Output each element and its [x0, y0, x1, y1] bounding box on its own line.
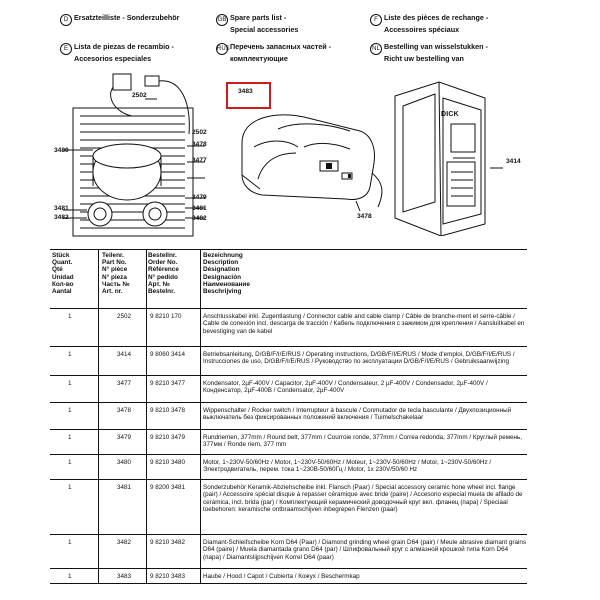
callout-3479: 3479 — [192, 194, 207, 201]
table-row: 1 3480 9 8210 3480 Motor, 1~230V-50/60Hz / Motor, 1~230V-50/60Hz / Moteur, 1~230V-50/60Hz / Motor, 1~230V-50/60Hz / Электродвигатель, перем. тока 1~230В-50/60Гц / Motor, 1x 230V/50/60 Hz — [50, 455, 527, 480]
lang-gb: GB Spare parts list - Special accessories — [217, 13, 299, 34]
lang-ru: RUSПеречень запасных частей - комплектующие — [217, 42, 332, 63]
table-row: 1 3478 9 8210 3478 Wippenschalter / Rocker switch / Interrupteur à bascule / Conmutador de tecla basculante / Двухпозиционный выключатель без фиксированных положений включения / Tuimelschakelaar — [50, 403, 527, 430]
lang-de: D Ersatzteilliste - Sonderzubehör — [60, 14, 179, 26]
header-order: Bestellnr. Order No. Référence N° pedido Арт. № Bestelnr. — [148, 252, 179, 296]
callout-3482-left: 3482 — [54, 214, 69, 221]
callout-3478-center: 3478 — [357, 213, 372, 220]
callout-3481-right: 3481 — [192, 205, 207, 212]
table-row: 1 3479 9 8210 3479 Rundriemen, 377mm / Round belt, 377mm / Courroie ronde, 377mm / Correa redonda, 377mm / Круглый ремень, 377мм / Ronde riem, 377 mm — [50, 430, 527, 455]
callout-3481-left: 3481 — [54, 205, 69, 212]
table-row: 1 3477 9 8210 3477 Kondensator, 2µF-400V / Capacitor, 2µF-400V / Condensateur, 2 µF-400V / Condensador, 2µF-400V / Конденсатор, 2µF-400В / Condensator, 2µF-400V — [50, 376, 527, 403]
table-row: 1 3482 9 8210 3482 Diamant-Schleifscheibe Korn D64 (Paar) / Diamond grinding wheel grain D64 (pair) / Meule abrasive diamant grains D64 (paire) / Muela diamantada grano D64 (par) / Шлифовальный круг с алмазной крошкой типа Korn D64 (пара) / Diamantslijpschijven Korrel D64 (paar) — [50, 535, 527, 569]
header-qty: Stück Quant. Qté Unidad Кол-во Aantal — [52, 252, 74, 296]
parts-table — [50, 249, 527, 584]
table-row: 1 3483 9 8210 3483 Haube / Hood / Capot / Cubierta / Кожух / Beschermkap — [50, 569, 527, 584]
callout-3482-right: 3482 — [192, 215, 207, 222]
header-desc: Bezeichnung Description Désignation Designación Наименование Beschrijving — [203, 252, 250, 296]
callout-2502-right: 2502 — [192, 129, 207, 136]
callout-3478-left: 3478 — [192, 141, 207, 148]
callout-3477: 3477 — [192, 157, 207, 164]
lang-es: E Lista de piezas de recambio - Accesorios especiales — [60, 43, 174, 63]
manual-illustration — [385, 76, 505, 236]
callout-3480: 3480 — [54, 147, 69, 154]
machine-illustration — [228, 103, 388, 215]
table-row: 1 2502 9 8210 170 Anschlusskabel inkl. Zugentlastung / Connector cable and cable clamp / Câble de branche-ment et serre-câble / Cable de conexión incl. descarga de tracción / Кабель подключения с зажимом для крепления / Aansluitkabel en bevestiging van de kabel — [50, 309, 527, 347]
callout-3414: 3414 — [506, 158, 521, 165]
callout-3483: 3483 — [238, 88, 253, 95]
callout-2502-top: 2502 — [132, 92, 147, 99]
table-row: 1 3481 9 8200 3481 Sonderzubehör Keramik-Abziehscheibe inkl. Flansch (Paar) / Special accessory ceramic hone wheel incl. flange (pair) / Accessoire spécial disque à repasser céramique avec bride (paire) / Accesorio especial muela de afilado de cerámica, incl. brida (par) / Комплектующий керамический доводочный круг вкл. фланец (пара) / Speciaal toebehoren: keramische ontbraamschijven inbegrepen Flenzen (paar) — [50, 480, 527, 535]
table-header — [50, 250, 527, 309]
lang-fr: F Liste des pièces de rechange - Accessoires spéciaux — [370, 14, 488, 34]
manual-brand: DICK — [441, 111, 459, 118]
lang-nl: NL Bestelling van wisselstukken - Richt uw bestelling van — [370, 43, 488, 63]
table-row: 1 3414 9 8060 3414 Betriebsanleitung, D/GB/F/I/E/RUS / Operating instructions, D/GB/F/I/E/RUS / Mode d'emploi, D/GB/F/I/E/RUS / Instrucciones de uso, D/GB/F/I/E/RUS / Руководство по эксплуатации D/GB/F/I/E/RUS / Gebruiksaanwijzing — [50, 347, 527, 376]
header-part: Teilenr. Part No. N° pièce N° pieza Часть № Art. nr. — [102, 252, 130, 296]
